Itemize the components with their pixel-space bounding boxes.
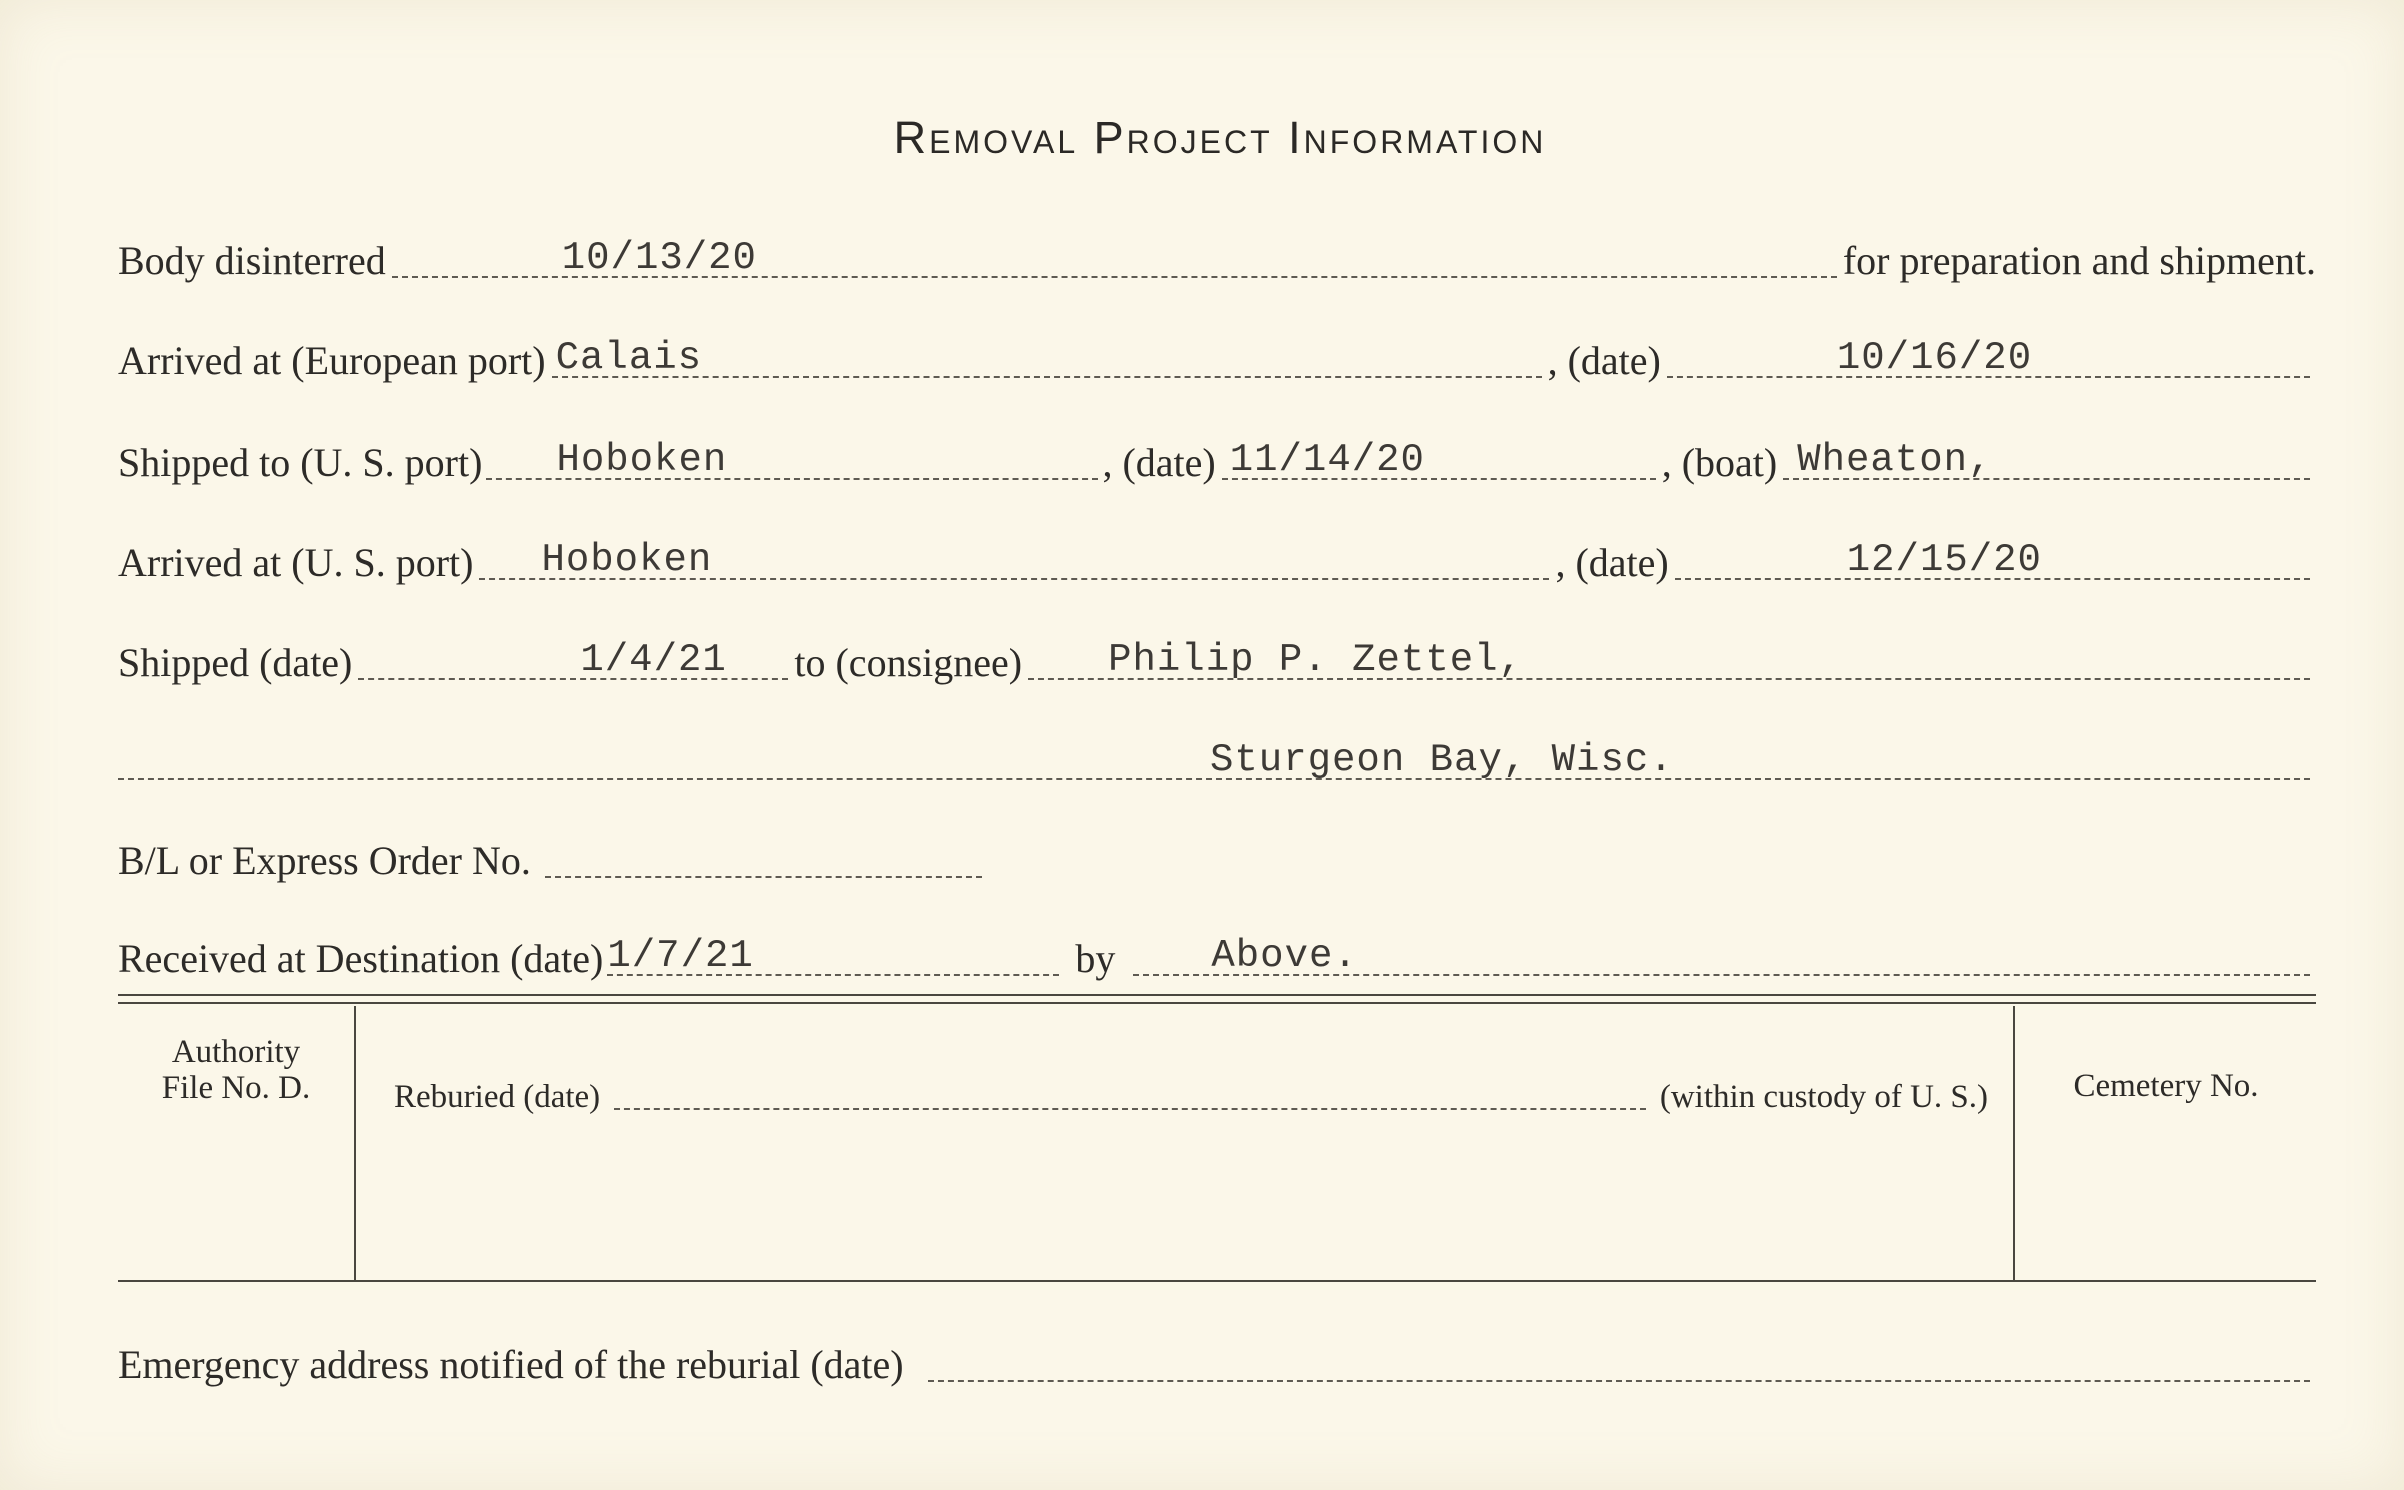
received-by-field[interactable] [1133, 914, 2310, 976]
shipped-label: Shipped (date) [118, 640, 353, 685]
row-bl [118, 826, 988, 886]
table-bottom-rule [118, 1280, 2316, 1282]
reburied-field[interactable] [614, 1048, 1646, 1110]
row-reburied [394, 1058, 1988, 1118]
received-date-field[interactable] [607, 914, 1059, 976]
bl-field[interactable] [545, 816, 982, 878]
shipped-date-field[interactable] [358, 618, 788, 680]
cemetery-label: Cemetery No. [2073, 1068, 2259, 1104]
received-label: Received at Destination (date) [118, 936, 604, 981]
bl-label: B/L or Express Order No. [118, 838, 531, 883]
disinterred-field[interactable] [392, 216, 1837, 278]
arrived-us-field[interactable] [479, 518, 1549, 580]
european-date-value: 10/16/20 [1836, 336, 2033, 380]
arrived-us-label: Arrived at (U. S. port) [118, 540, 474, 585]
consignee-value: Philip P. Zettel, [1108, 638, 1523, 682]
address-value: Sturgeon Bay, Wisc. [1210, 738, 1674, 782]
row-received [118, 924, 2316, 984]
row-emergency [118, 1330, 2316, 1390]
table-divider-right [2013, 1006, 2015, 1280]
shipped-us-date-value: 11/14/20 [1229, 438, 1425, 482]
shipped-us-boat-label: , (boat) [1661, 440, 1778, 485]
european-port-value: Calais [555, 336, 703, 380]
arrived-us-value: Hoboken [541, 538, 713, 582]
disinterred-suffix: for preparation and shipment. [1842, 238, 2316, 283]
arrived-us-date-field[interactable] [1675, 518, 2310, 580]
shipped-us-boat-value: Wheaton, [1797, 438, 1993, 482]
received-date-value: 1/7/21 [607, 934, 754, 978]
arrived-us-date-label: , (date) [1555, 540, 1669, 585]
shipped-us-field[interactable] [486, 418, 1098, 480]
row-disinterred [118, 226, 2316, 286]
shipped-us-boat-field[interactable] [1783, 418, 2310, 480]
row-arrived-us [118, 528, 2316, 588]
row-european-port [118, 326, 2316, 386]
consignee-label: to (consignee) [794, 640, 1023, 685]
custody-label: (within custody of U. S.) [1659, 1079, 1988, 1115]
emergency-label: Emergency address notified of the reburial (date) [118, 1342, 904, 1387]
reburied-label: Reburied (date) [394, 1079, 601, 1115]
table-top-rule-1 [118, 994, 2316, 996]
european-port-field[interactable] [552, 316, 1542, 378]
row-shipped-us [118, 428, 2316, 488]
european-port-label: Arrived at (European port) [118, 338, 546, 383]
european-date-field[interactable] [1667, 316, 2310, 378]
emergency-field[interactable] [928, 1320, 2310, 1382]
shipped-us-value: Hoboken [556, 438, 728, 482]
authority-label: Authority File No. D. [161, 1034, 311, 1106]
received-by-label: by [1075, 936, 1116, 981]
card-title: Removal Project Information [893, 112, 1547, 163]
disinterred-value: 10/13/20 [561, 236, 757, 280]
shipped-us-date-label: , (date) [1102, 440, 1216, 485]
table-top-rule-2 [118, 1002, 2316, 1004]
row-shipped [118, 628, 2316, 688]
row-address [118, 728, 2316, 788]
arrived-us-date-value: 12/15/20 [1846, 538, 2042, 582]
address-field[interactable] [118, 718, 2310, 780]
disinterred-label: Body disinterred [118, 238, 386, 283]
shipped-us-date-field[interactable] [1222, 418, 1656, 480]
european-date-label: , (date) [1547, 338, 1661, 383]
shipped-date-value: 1/4/21 [580, 638, 727, 682]
shipped-us-label: Shipped to (U. S. port) [118, 440, 483, 485]
table-divider-left [354, 1006, 356, 1280]
received-by-value: Above. [1211, 934, 1358, 978]
consignee-field[interactable] [1028, 618, 2310, 680]
